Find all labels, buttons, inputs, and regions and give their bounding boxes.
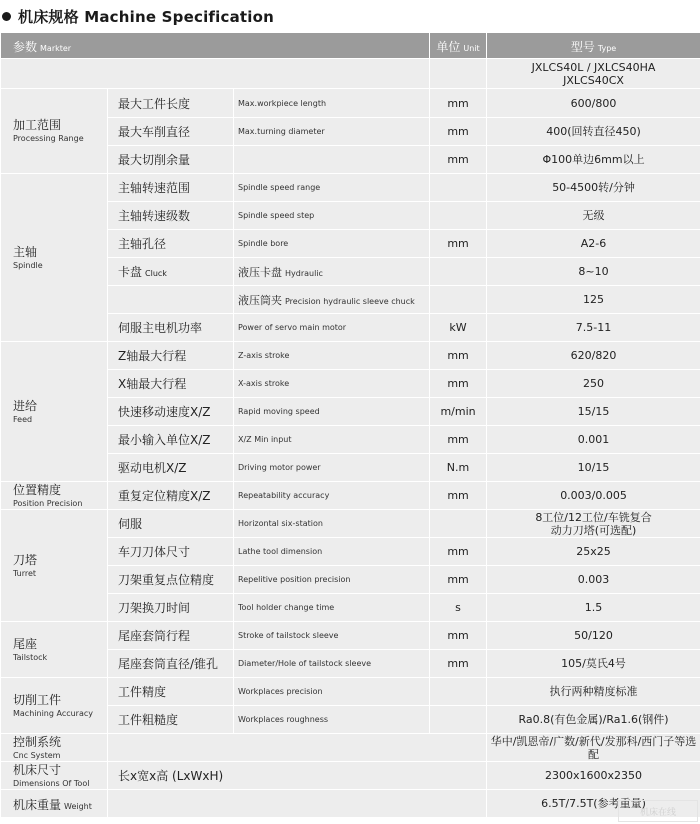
table-row: 刀架换刀时间 Tool holder change time s 1.5 [1,594,700,622]
model-value: JXLCS40L / JXLCS40HA JXLCS40CX [487,59,700,89]
group-weight: 机床重量 Weight [1,790,108,818]
table-row: 最小输入单位X/Z X/Z Min input mm 0.001 [1,426,700,454]
group-spindle: 主轴 Spindle [1,174,108,342]
table-row: 刀塔 Turret 伺服 Horizontal six-station 8工位/12工位/车铣复合 动力刀塔(可选配) [1,510,700,538]
table-header-row [1,33,700,59]
table-row: 尾座 Tailstock 尾座套筒行程 Stroke of tailstock sleeve mm 50/120 [1,622,700,650]
group-machining: 切削工件 Machining Accuracy [1,678,108,734]
table-row: 主轴转速级数 Spindle speed step 无级 [1,202,700,230]
table-row: 刀架重复点位精度 Repelitive position precision mm 0.003 [1,566,700,594]
table-row: 加工范围 Processing Range 最大工件长度 Max.workpiece length mm 600/800 [1,89,700,118]
table-row: 主轴 Spindle 主轴转速范围 Spindle speed range 50-4500转/分钟 [1,174,700,202]
header-param: 参数 Markter [1,33,430,59]
table-row: 进给 Feed Z轴最大行程 Z-axis stroke mm 620/820 [1,342,700,370]
header-model: 型号 Type [487,33,700,59]
table-row: X轴最大行程 X-axis stroke mm 250 [1,370,700,398]
section-heading [0,0,700,32]
table-row: 车刀刀体尺寸 Lathe tool dimension mm 25x25 [1,538,700,566]
table-row: 主轴孔径 Spindle bore mm A2-6 [1,230,700,258]
group-tailstock: 尾座 Tailstock [1,622,108,678]
table-row: 机床重量 Weight 6.5T/7.5T(参考重量) [1,790,700,818]
header-unit: 单位 Unit [430,33,487,59]
table-row: 尾座套筒直径/锥孔 Diameter/Hole of tailstock sleeve mm 105/莫氏4号 [1,650,700,678]
spec-table [0,32,700,818]
heading-title: 机床规格 Machine Specification [18,7,274,26]
table-row: 最大切削余量 mm Φ100单边6mm以上 [1,146,700,174]
table-row: 驱动电机X/Z Driving motor power N.m 10/15 [1,454,700,482]
table-row: 快速移动速度X/Z Rapid moving speed m/min 15/15 [1,398,700,426]
group-feed: 进给 Feed [1,342,108,482]
model-row [1,59,700,89]
table-row: 位置精度 Position Precision 重复定位精度X/Z Repeatability accuracy mm 0.003/0.005 [1,482,700,510]
group-processing: 加工范围 Processing Range [1,89,108,174]
table-row: 卡盘 Cluck 液压卡盘 Hydraulic 8~10 [1,258,700,286]
group-position: 位置精度 Position Precision [1,482,108,510]
group-turret: 刀塔 Turret [1,510,108,622]
group-cnc: 控制系统 Cnc System [1,734,108,762]
table-row: 伺服主电机功率 Power of servo main motor kW 7.5-11 [1,314,700,342]
table-row: 机床尺寸 Dimensions Of Tool 长x宽x高 (LxWxH) 2300x1600x2350 [1,762,700,790]
group-dimensions: 机床尺寸 Dimensions Of Tool [1,762,108,790]
table-row: 切削工件 Machining Accuracy 工件精度 Workplaces precision 执行两种精度标准 [1,678,700,706]
table-row: 液压筒夹 Precision hydraulic sleeve chuck 125 [1,286,700,314]
bullet-icon [2,12,11,21]
table-row: 最大车削直径 Max.turning diameter mm 400(回转直径450) [1,118,700,146]
table-row: 工件粗糙度 Workplaces roughness Ra0.8(有色金属)/Ra1.6(钢件) [1,706,700,734]
table-row: 控制系统 Cnc System 华中/凯恩帝/广数/新代/发那科/西门子等选配 [1,734,700,762]
watermark: 机床在线 [618,800,698,822]
